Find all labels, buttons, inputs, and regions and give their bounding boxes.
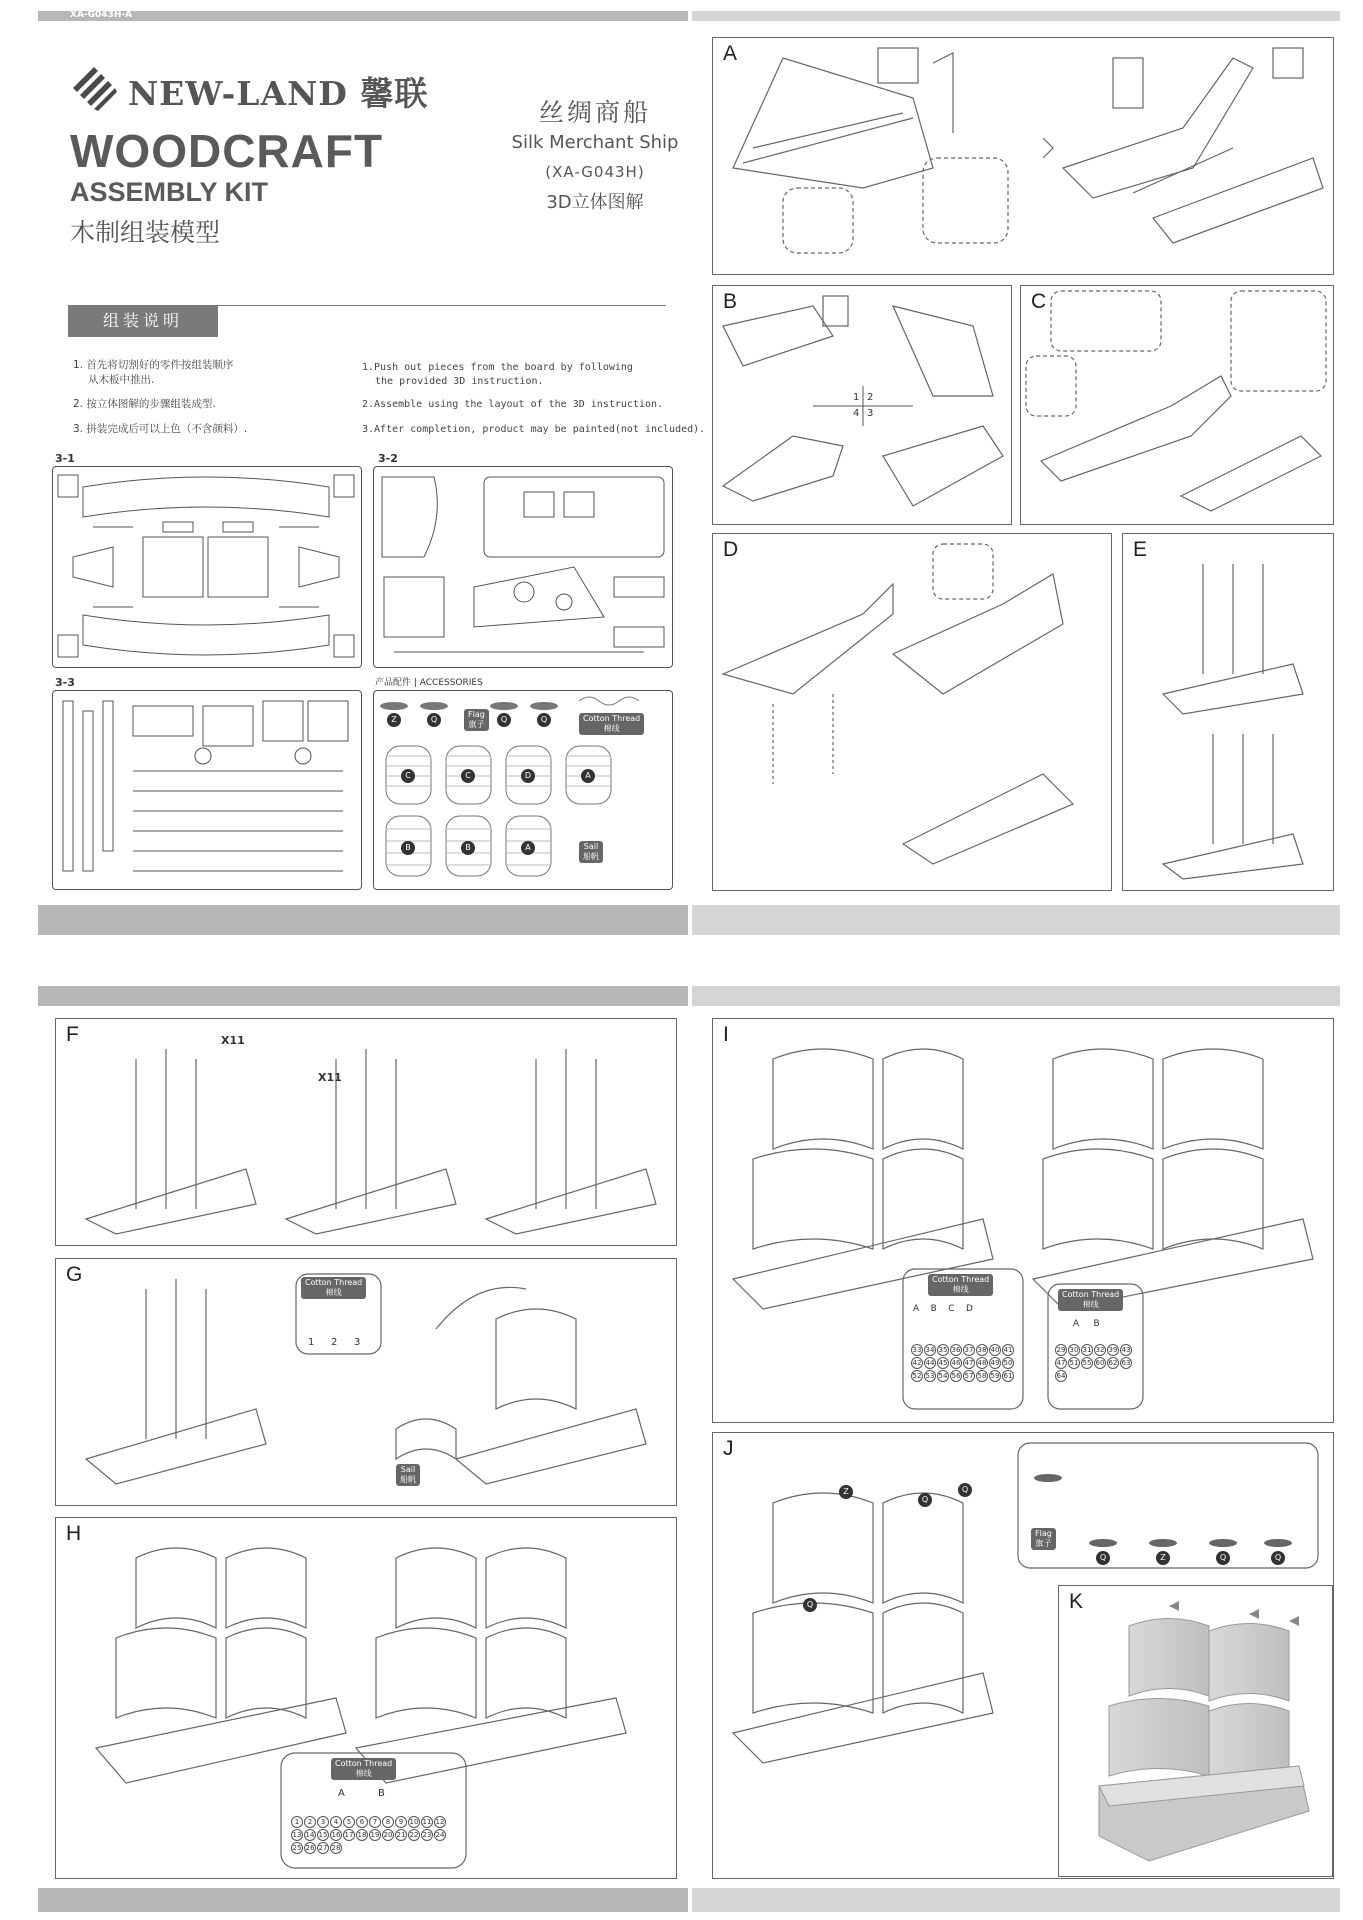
step-b-grid-2: 2 <box>867 392 874 403</box>
board-3-2-pieces <box>374 467 670 665</box>
step-h-number: 17 <box>344 1831 354 1839</box>
mid-bar2-left <box>38 986 688 1006</box>
step-i-thread-en-right: Cotton Thread <box>1062 1290 1120 1299</box>
step-h-number: 24 <box>435 1831 445 1839</box>
title-cn: 木制组装模型 <box>70 218 221 247</box>
step-k-illustration <box>1059 1586 1330 1874</box>
step-f-count-2: X11 <box>318 1071 342 1084</box>
brand-name <box>128 68 428 115</box>
step-i-illustration <box>713 1019 1331 1420</box>
step-h-number: 4 <box>330 1816 342 1828</box>
step-i-number: 57 <box>964 1372 974 1380</box>
mid-bar2-right <box>692 986 1340 1006</box>
step-i-number: 46 <box>951 1359 961 1367</box>
step-i-knots-right <box>1073 1319 1100 1329</box>
board-3-1-pieces <box>53 467 359 665</box>
step-h-thread-cn: 棉线 <box>355 1769 372 1778</box>
board-3-3 <box>52 690 362 890</box>
flag-code-4: Q <box>537 713 551 727</box>
sail-code-a2: A <box>521 841 535 855</box>
step-b-panel <box>712 285 1012 525</box>
instruction-en-2: 2.Assemble using the layout of the 3D instruction. <box>362 399 664 410</box>
step-h-knot-a: A <box>338 1788 345 1799</box>
step-i-number: 44 <box>925 1359 935 1367</box>
brand-name-cn: 馨联 <box>360 74 429 113</box>
step-i-number: 59 <box>990 1372 1000 1380</box>
step-i-number: 30 <box>1069 1346 1079 1354</box>
step-h-number: 16 <box>331 1831 341 1839</box>
step-i-number: 48 <box>977 1359 987 1367</box>
step-i-number: 60 <box>1095 1359 1105 1367</box>
step-i-thread-cn-left: 棉线 <box>952 1285 969 1294</box>
step-g-sail-cn: 船帆 <box>400 1475 416 1484</box>
step-i-number: 55 <box>1082 1359 1092 1367</box>
step-j-ship-flag-z: Z <box>839 1485 853 1499</box>
step-h-number: 10 <box>409 1818 419 1826</box>
step-h-number: 18 <box>357 1831 367 1839</box>
step-j-flag-en: Flag <box>1035 1529 1052 1538</box>
sail-code-c2: C <box>461 769 475 783</box>
step-h-number: 8 <box>382 1816 394 1828</box>
step-h-number: 20 <box>383 1831 393 1839</box>
step-i-number: 42 <box>912 1359 922 1367</box>
step-h-number: 27 <box>318 1844 328 1852</box>
step-h-thread-tag <box>331 1758 396 1780</box>
step-j-ship-flag-q2: Q <box>958 1483 972 1497</box>
step-h-label: H <box>66 1522 82 1545</box>
step-i-thread-tag-left <box>928 1274 993 1296</box>
step-h-numbers <box>291 1816 456 1855</box>
top-bar-right <box>692 11 1340 21</box>
step-j-flag-tag <box>1031 1528 1056 1550</box>
step-i-number: 62 <box>1108 1359 1118 1367</box>
step-h-number: 1 <box>291 1816 303 1828</box>
sail-code-c1: C <box>401 769 415 783</box>
step-h-number: 21 <box>396 1831 406 1839</box>
step-b-illustration <box>713 286 1009 522</box>
step-i-thread-cn-right: 棉线 <box>1082 1300 1099 1309</box>
instructions-header: 组装说明 <box>68 305 218 337</box>
flag-code-3: Q <box>497 713 511 727</box>
step-i-number: 43 <box>1121 1346 1131 1354</box>
doc-code: XA-G043H-A <box>70 10 133 20</box>
step-j-label: J <box>723 1437 734 1460</box>
step-k-label: K <box>1069 1590 1084 1613</box>
flag-code-2: Q <box>427 713 441 727</box>
step-i-panel <box>712 1018 1334 1423</box>
step-g-step-3: 3 <box>354 1337 361 1348</box>
step-f-illustration <box>56 1019 674 1243</box>
step-i-number: 37 <box>964 1346 974 1354</box>
instruction-cn-1b: 从木板中推出. <box>88 374 155 386</box>
step-i-number: 31 <box>1082 1346 1092 1354</box>
step-d-illustration <box>713 534 1109 888</box>
step-i-number: 34 <box>925 1346 935 1354</box>
title-woodcraft: WOODCRAFT <box>70 125 384 177</box>
product-subtitle: 3D立体图解 <box>546 192 644 213</box>
product-name-cn: 丝绸商船 <box>538 98 651 127</box>
thread-tag <box>579 713 644 735</box>
step-k-panel <box>1058 1585 1333 1877</box>
step-d-panel <box>712 533 1112 891</box>
step-i-thread-tag-right <box>1058 1289 1123 1311</box>
step-i-number: 58 <box>977 1372 987 1380</box>
step-i-number: 49 <box>990 1359 1000 1367</box>
step-h-number: 14 <box>305 1831 315 1839</box>
sail-code-b1: B <box>401 841 415 855</box>
instruction-en-1b: the provided 3D instruction. <box>375 376 544 387</box>
step-a-illustration <box>713 38 1331 272</box>
step-h-knot-b: B <box>378 1788 385 1799</box>
step-i-number: 52 <box>912 1372 922 1380</box>
step-h-number: 9 <box>395 1816 407 1828</box>
step-b-label: B <box>723 290 738 313</box>
sail-tag-cn: 船帆 <box>583 852 599 861</box>
bottom-bar-left <box>38 1888 688 1912</box>
board-3-2 <box>373 466 673 668</box>
step-j-ship-flag-q1: Q <box>918 1493 932 1507</box>
instructions-rule <box>218 305 666 306</box>
step-b-grid-3: 3 <box>867 408 874 419</box>
step-a-panel <box>712 37 1334 275</box>
step-j-flag-code-4: Q <box>1271 1551 1285 1565</box>
mid-bar-right <box>692 905 1340 935</box>
step-i-number: 38 <box>977 1346 987 1354</box>
board-label-3-3: 3-3 <box>55 676 75 689</box>
step-g-thread-cn: 棉线 <box>325 1288 342 1297</box>
flag-code-1: Z <box>387 713 401 727</box>
step-i-number: 35 <box>938 1346 948 1354</box>
step-e-illustration <box>1123 534 1331 888</box>
step-i-numbers-right <box>1055 1344 1137 1383</box>
step-b-grid-1: 1 <box>853 392 860 403</box>
step-i-number: 61 <box>1003 1372 1013 1380</box>
flag-tag-cn: 旗子 <box>468 720 485 729</box>
step-i-number: 39 <box>1108 1346 1118 1354</box>
step-f-count-1: X11 <box>221 1034 245 1047</box>
sail-code-a1: A <box>581 769 595 783</box>
step-i-numbers-left <box>911 1344 1016 1383</box>
instruction-en-1: 1.Push out pieces from the board by following <box>362 362 633 373</box>
step-i-number: 47 <box>1056 1359 1066 1367</box>
step-i-knot-right-a: A <box>1073 1319 1080 1329</box>
step-h-number: 15 <box>318 1831 328 1839</box>
step-i-number: 54 <box>938 1372 948 1380</box>
step-h-number: 2 <box>304 1816 316 1828</box>
title-assembly-kit: ASSEMBLY KIT <box>70 177 269 207</box>
step-i-number: 51 <box>1069 1359 1079 1367</box>
board-3-3-pieces <box>53 691 359 887</box>
step-h-number: 19 <box>370 1831 380 1839</box>
step-f-panel <box>55 1018 677 1246</box>
step-e-panel <box>1122 533 1334 891</box>
product-code: (XA-G043H) <box>545 163 645 181</box>
step-h-number: 5 <box>343 1816 355 1828</box>
step-h-number: 11 <box>422 1818 432 1826</box>
step-g-thread-en: Cotton Thread <box>305 1278 363 1287</box>
step-f-label: F <box>66 1023 79 1046</box>
step-h-number: 7 <box>369 1816 381 1828</box>
step-h-number: 26 <box>305 1844 315 1852</box>
step-i-knot-a: A <box>913 1304 920 1314</box>
step-i-number-list-left <box>911 1345 1015 1380</box>
step-h-number: 23 <box>422 1831 432 1839</box>
step-i-number: 64 <box>1056 1372 1066 1380</box>
step-h-number: 12 <box>435 1818 445 1826</box>
step-i-number: 40 <box>990 1346 1000 1354</box>
step-g-sail-tag <box>396 1464 420 1486</box>
flag-tag-en: Flag <box>468 710 485 719</box>
step-i-number: 63 <box>1121 1359 1131 1367</box>
step-i-number: 47 <box>964 1359 974 1367</box>
step-c-panel <box>1020 285 1334 525</box>
step-g-sail-en: Sail <box>400 1465 416 1474</box>
step-i-knots-left <box>913 1304 973 1314</box>
board-3-1 <box>52 466 362 668</box>
brand-name-en: NEW-LAND <box>128 74 348 113</box>
step-d-label: D <box>723 538 739 561</box>
sail-tag-en: Sail <box>583 842 599 851</box>
step-b-grid-4: 4 <box>853 408 860 419</box>
step-i-number: 53 <box>925 1372 935 1380</box>
step-h-thread-en: Cotton Thread <box>335 1759 393 1768</box>
step-h-panel <box>55 1517 677 1879</box>
mid-bar-left <box>38 905 688 935</box>
step-g-panel <box>55 1258 677 1506</box>
step-i-knot-b: B <box>930 1304 937 1314</box>
thread-tag-en: Cotton Thread <box>583 714 641 723</box>
step-i-knot-d: D <box>966 1304 973 1314</box>
step-i-number: 36 <box>951 1346 961 1354</box>
step-j-flag-cn: 旗子 <box>1035 1539 1052 1548</box>
step-h-number: 25 <box>292 1844 302 1852</box>
bottom-bar-right <box>692 1888 1340 1912</box>
sail-code-d: D <box>521 769 535 783</box>
step-i-number: 29 <box>1056 1346 1066 1354</box>
product-name-en: Silk Merchant Ship <box>511 132 679 153</box>
sail-tag <box>579 841 603 863</box>
step-a-label: A <box>723 42 738 65</box>
board-label-3-1: 3-1 <box>55 452 75 465</box>
step-j-flag-code-1: Q <box>1096 1551 1110 1565</box>
step-c-label: C <box>1031 290 1047 313</box>
step-i-number: 56 <box>951 1372 961 1380</box>
top-bar-left <box>38 11 688 21</box>
step-i-knot-right-b: B <box>1093 1319 1100 1329</box>
step-h-number: 6 <box>356 1816 368 1828</box>
step-g-step-1: 1 <box>308 1337 315 1348</box>
step-h-number: 22 <box>409 1831 419 1839</box>
brand-logo-icon <box>68 62 118 114</box>
flag-tag <box>464 709 489 731</box>
accessories-panel <box>373 690 673 890</box>
step-g-label: G <box>66 1263 83 1286</box>
instruction-cn-1: 1. 首先将切割好的零件按组装顺序 <box>73 359 234 371</box>
step-i-number: 41 <box>1003 1346 1013 1354</box>
step-j-flag-code-3: Q <box>1216 1551 1230 1565</box>
step-j-ship-flag-q3: Q <box>803 1598 817 1612</box>
step-i-label: I <box>723 1023 729 1046</box>
instruction-cn-3: 3. 拼装完成后可以上色（不含颜料）. <box>73 423 248 435</box>
sail-code-b2: B <box>461 841 475 855</box>
step-i-knot-c: C <box>948 1304 955 1314</box>
step-i-number-list-right <box>1055 1345 1133 1380</box>
step-g-step-2: 2 <box>331 1337 338 1348</box>
instruction-cn-2: 2. 按立体图解的步骤组装成型. <box>73 398 216 410</box>
step-i-number: 33 <box>912 1346 922 1354</box>
step-i-number: 32 <box>1095 1346 1105 1354</box>
step-h-number: 28 <box>331 1844 341 1852</box>
step-i-number: 45 <box>938 1359 948 1367</box>
step-h-number: 13 <box>292 1831 302 1839</box>
step-j-flag-code-2: Z <box>1156 1551 1170 1565</box>
board-label-3-2: 3-2 <box>378 452 398 465</box>
step-g-thread-tag <box>301 1277 366 1299</box>
step-c-illustration <box>1021 286 1331 522</box>
instruction-en-3: 3.After completion, product may be painted(not included). <box>362 424 706 435</box>
accessories-label: 产品配件 | ACCESSORIES <box>375 678 483 688</box>
step-i-number: 50 <box>1003 1359 1013 1367</box>
step-h-number-list <box>291 1817 447 1852</box>
thread-tag-cn: 棉线 <box>603 724 620 733</box>
step-e-label: E <box>1133 538 1148 561</box>
step-i-thread-en-left: Cotton Thread <box>932 1275 990 1284</box>
step-h-number: 3 <box>317 1816 329 1828</box>
